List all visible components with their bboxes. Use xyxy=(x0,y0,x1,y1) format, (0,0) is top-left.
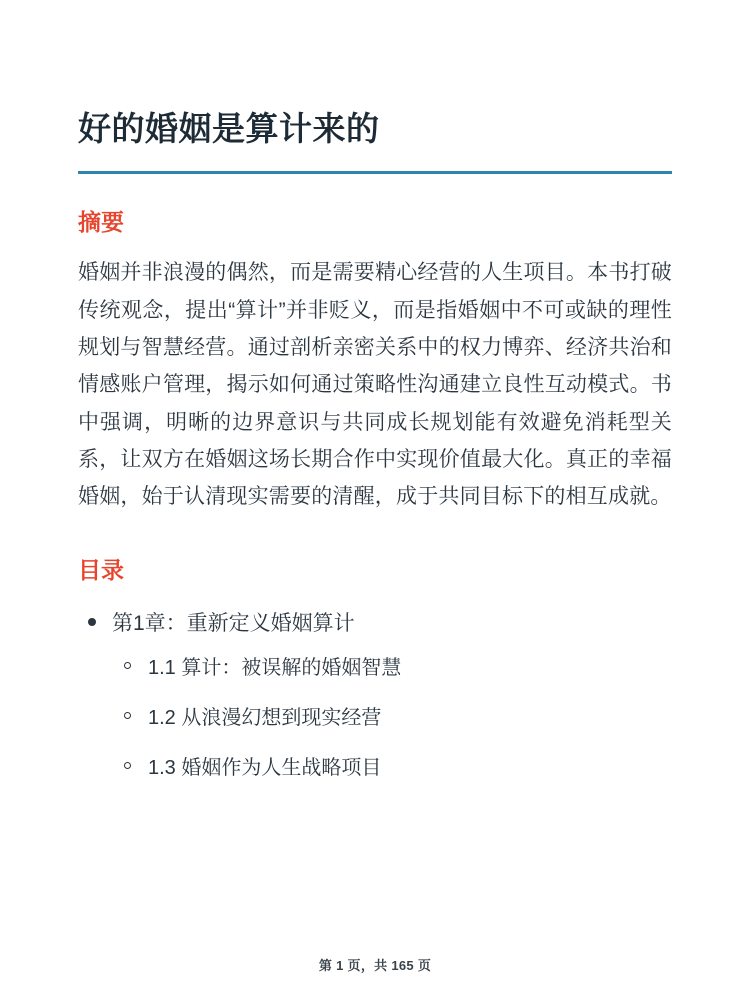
toc-sublist xyxy=(112,653,672,783)
toc-list xyxy=(78,608,672,784)
page-title: 好的婚姻是算计来的 xyxy=(78,110,380,147)
toc-chapter-item[interactable] xyxy=(78,608,672,784)
circle-outline-icon xyxy=(124,662,131,669)
abstract-text: 婚姻并非浪漫的偶然，而是需要精心经营的人生项目。本书打破传统观念，提出“算计”并非贬义，而是指婚姻中不可或缺的理性规划与智慧经营。通过剖析亲密关系中的权力博弈、经济共治和情感账户管理，揭示如何通过策略性沟通建立良性互动模式。书中强调，明晰的边界意识与共同成长规划能有效避免消耗型关系，让双方在婚姻这场长期合作中实现价值最大化。真正的幸福婚姻，始于认清现实需要的清醒，成于共同目标下的相互成就。 xyxy=(78,261,672,509)
page-footer: 第 1 页，共 165 页 xyxy=(318,958,432,973)
toc-section-item[interactable] xyxy=(112,753,672,783)
toc-section-label: 1.2 从浪漫幻想到现实经营 xyxy=(148,707,382,730)
title-divider xyxy=(78,171,672,174)
toc-section-item[interactable] xyxy=(112,703,672,733)
toc-section-label: 1.3 婚姻作为人生战略项目 xyxy=(148,757,382,780)
abstract-heading: 摘要 xyxy=(78,209,124,236)
bullet-icon xyxy=(88,618,96,626)
toc-section-label: 1.1 算计：被误解的婚姻智慧 xyxy=(148,657,402,680)
circle-outline-icon xyxy=(124,712,131,719)
circle-outline-icon xyxy=(124,762,131,769)
toc-heading: 目录 xyxy=(78,556,124,583)
toc-chapter-label: 第1章：重新定义婚姻算计 xyxy=(112,611,355,635)
toc-section-item[interactable] xyxy=(112,653,672,683)
